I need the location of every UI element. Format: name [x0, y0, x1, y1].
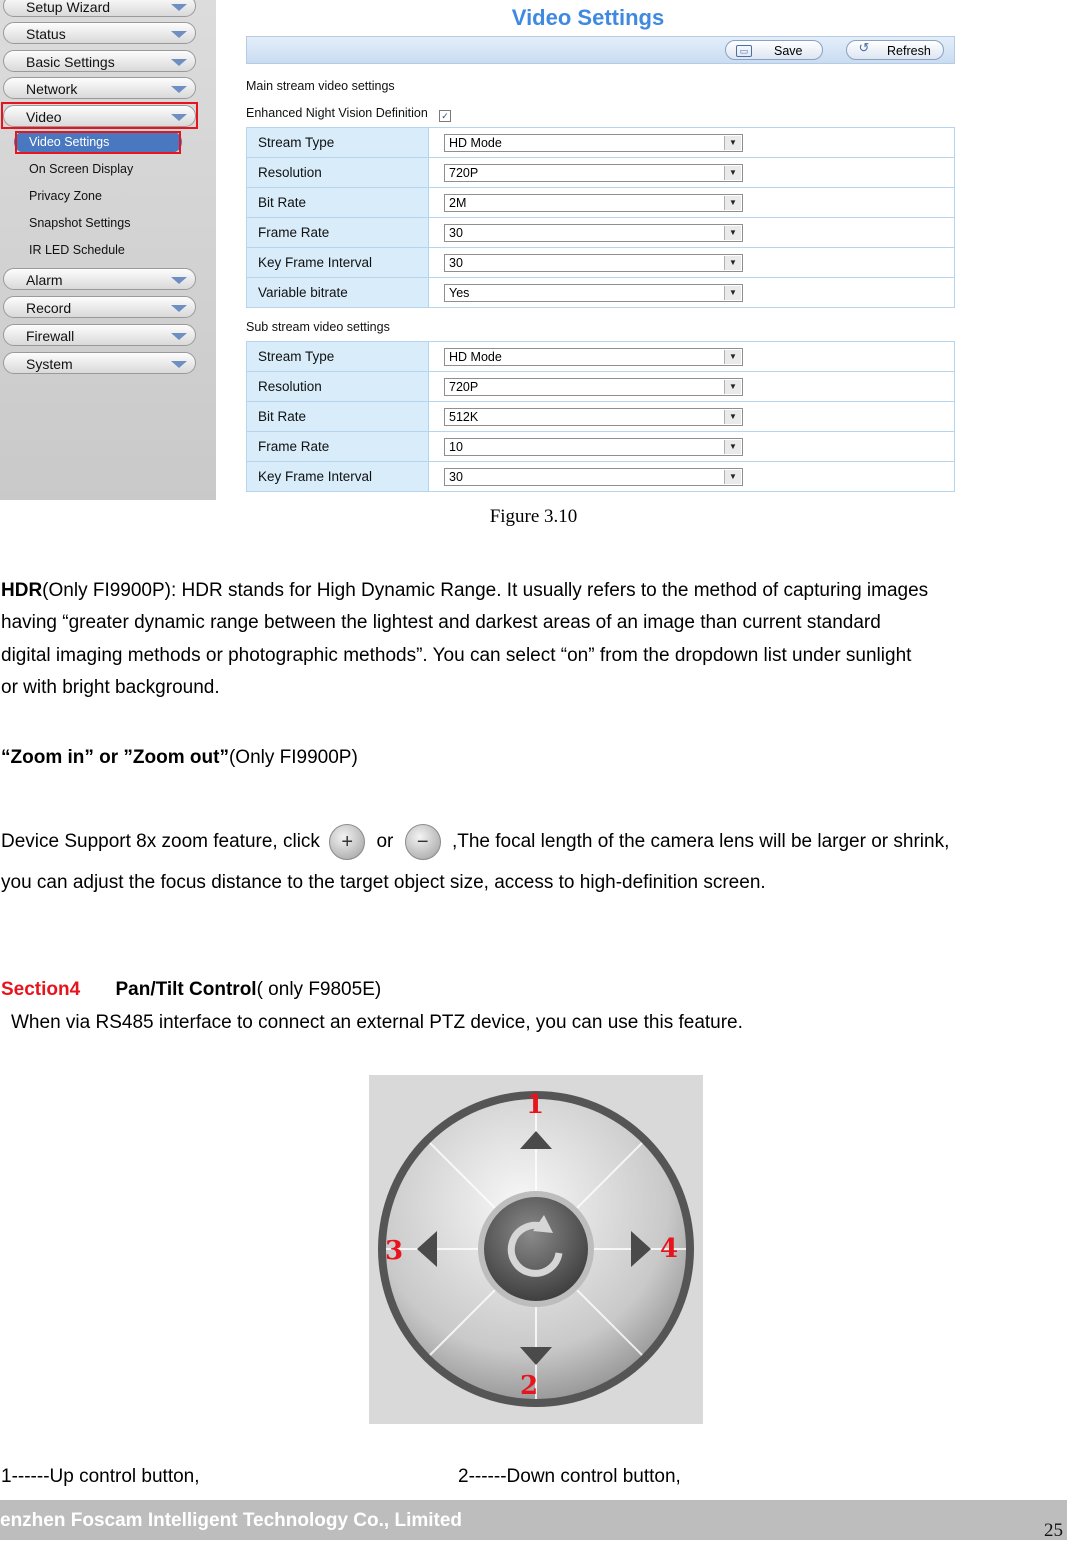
row-label: Stream Type [247, 128, 429, 158]
sub-stream-heading: Sub stream video settings [246, 320, 390, 334]
menu-alarm[interactable] [3, 268, 196, 290]
zoom-text-or: or [376, 831, 394, 852]
chevron-down-icon [171, 305, 187, 312]
row-label: Frame Rate [247, 218, 429, 248]
submenu-privacy-zone[interactable]: Privacy Zone [29, 189, 102, 203]
bit-rate-select[interactable] [444, 194, 743, 212]
row-label: Stream Type [247, 342, 429, 372]
legend-item-2: 2------Down control button, [458, 1466, 681, 1487]
hdr-paragraph-line-2: having “greater dynamic range between the lightest and darkest areas of an image than current standard [1, 612, 881, 633]
menu-label: Network [26, 81, 78, 97]
submenu-video-settings[interactable]: Video Settings [29, 135, 110, 149]
hdr-paragraph-line-3: digital imaging methods or photographic methods”. You can select “on” from the dropdown list under sunlight [1, 645, 912, 666]
video-settings-screenshot [0, 0, 958, 500]
dropdown-arrow-icon: ▼ [724, 440, 741, 454]
highlight-box [15, 131, 181, 154]
main-stream-heading: Main stream video settings [246, 79, 395, 93]
select-value: Yes [449, 285, 470, 300]
legend-item-1: 1------Up control button, [1, 1466, 200, 1487]
table-row [247, 462, 955, 492]
dropdown-arrow-icon: ▼ [724, 410, 741, 424]
sub-bit-rate-select[interactable] [444, 408, 743, 426]
table-row [247, 188, 955, 218]
refresh-button[interactable] [846, 40, 944, 60]
select-value: HD Mode [449, 349, 502, 364]
select-value: 720P [449, 379, 479, 394]
sub-resolution-select[interactable] [444, 378, 743, 396]
row-label: Resolution [247, 372, 429, 402]
dropdown-arrow-icon: ▼ [724, 350, 741, 364]
resolution-select[interactable] [444, 164, 743, 182]
table-row [247, 278, 955, 308]
sub-stream-type-select[interactable] [444, 348, 743, 366]
table-row [247, 372, 955, 402]
menu-label: Firewall [26, 328, 75, 344]
section-title-note: ( only F9805E) [256, 979, 382, 1000]
table-row [247, 248, 955, 278]
chevron-down-icon [171, 59, 187, 66]
highlight-box [1, 102, 198, 129]
save-icon: ▭ [736, 45, 752, 57]
ptz-control-graphic [369, 1075, 703, 1424]
table-row [247, 128, 955, 158]
sub-stream-table [246, 341, 955, 492]
dropdown-arrow-icon: ▼ [724, 380, 741, 394]
zoom-heading-line [1, 747, 358, 769]
menu-label: Record [26, 300, 72, 316]
zoom-out-icon: − [405, 824, 441, 860]
figure-caption: Figure 3.10 [489, 506, 578, 527]
row-label: Frame Rate [247, 432, 429, 462]
menu-system[interactable] [3, 352, 196, 374]
hdr-text: (Only FI9900P): HDR stands for High Dynamic Range. It usually refers to the method of capturing images [42, 580, 929, 601]
chevron-down-icon [171, 86, 187, 93]
chevron-down-icon [171, 333, 187, 340]
night-vision-label: Enhanced Night Vision Definition [246, 106, 428, 120]
key-frame-interval-select[interactable] [444, 254, 743, 272]
page-number: 25 [1044, 1520, 1063, 1541]
ptz-center-button[interactable] [484, 1197, 588, 1301]
section-number: Section4 [1, 979, 81, 1000]
sub-key-frame-interval-select[interactable] [444, 468, 743, 486]
dropdown-arrow-icon: ▼ [724, 286, 741, 300]
save-label: Save [774, 44, 803, 58]
menu-record[interactable] [3, 296, 196, 318]
menu-firewall[interactable] [3, 324, 196, 346]
ptz-label-up: 1 [525, 1090, 545, 1120]
chevron-down-icon [171, 31, 187, 38]
select-value: 2M [449, 195, 467, 210]
table-row [247, 432, 955, 462]
submenu-snapshot-settings[interactable]: Snapshot Settings [29, 216, 131, 230]
ptz-label-down: 2 [519, 1371, 539, 1401]
select-value: 30 [449, 255, 463, 270]
row-label: Key Frame Interval [247, 248, 429, 278]
video-settings-panel [218, 0, 958, 500]
toolbar [246, 36, 955, 64]
zoom-line-1 [1, 823, 949, 861]
menu-label: Status [26, 26, 66, 42]
sub-frame-rate-select[interactable] [444, 438, 743, 456]
menu-setup-wizard[interactable] [3, 0, 196, 17]
menu-label: Video [26, 109, 62, 125]
select-value: 512K [449, 409, 479, 424]
refresh-label: Refresh [887, 44, 931, 58]
variable-bitrate-select[interactable] [444, 284, 743, 302]
section-title: Pan/Tilt Control [115, 979, 257, 1000]
menu-label: Alarm [26, 272, 63, 288]
menu-status[interactable] [3, 22, 196, 44]
frame-rate-select[interactable] [444, 224, 743, 242]
dropdown-arrow-icon: ▼ [724, 166, 741, 180]
section4-heading [1, 979, 381, 1001]
ptz-label-left: 3 [384, 1236, 404, 1266]
hdr-paragraph-line-4: or with bright background. [1, 677, 220, 698]
select-value: 30 [449, 225, 463, 240]
table-row [247, 342, 955, 372]
zoom-text-b: ,The focal length of the camera lens will be larger or shrink, [451, 831, 950, 852]
chevron-down-icon [171, 361, 187, 368]
night-vision-checkbox[interactable]: ✓ [439, 110, 451, 122]
page-title: Video Settings [511, 5, 665, 30]
dropdown-arrow-icon: ▼ [724, 470, 741, 484]
stream-type-select[interactable] [444, 134, 743, 152]
row-label: Bit Rate [247, 188, 429, 218]
row-label: Variable bitrate [247, 278, 429, 308]
menu-network[interactable] [3, 77, 196, 99]
select-value: 10 [449, 439, 463, 454]
zoom-line-2: you can adjust the focus distance to the target object size, access to high-definition screen. [1, 872, 766, 893]
zoom-text-a: Device Support 8x zoom feature, click [1, 831, 320, 852]
footer-company: enzhen Foscam Intelligent Technology Co., Limited [0, 1510, 463, 1531]
table-row [247, 402, 955, 432]
chevron-down-icon [171, 277, 187, 284]
table-row [247, 158, 955, 188]
menu-label: Basic Settings [26, 54, 115, 70]
hdr-term: HDR [1, 580, 43, 601]
ptz-control-figure [369, 1075, 703, 1424]
row-label: Resolution [247, 158, 429, 188]
row-label: Bit Rate [247, 402, 429, 432]
dropdown-arrow-icon: ▼ [724, 136, 741, 150]
table-row [247, 218, 955, 248]
hdr-paragraph-line-1 [1, 580, 928, 602]
dropdown-arrow-icon: ▼ [724, 256, 741, 270]
menu-basic-settings[interactable] [3, 50, 196, 72]
refresh-icon: ↺ [858, 40, 870, 55]
zoom-in-icon: + [329, 824, 365, 860]
dropdown-arrow-icon: ▼ [724, 226, 741, 240]
zoom-heading: “Zoom in” or ”Zoom out” [1, 747, 229, 768]
select-value: 720P [449, 165, 479, 180]
submenu-on-screen-display[interactable]: On Screen Display [29, 162, 134, 176]
chevron-down-icon [171, 4, 187, 11]
page-footer [0, 1500, 1067, 1540]
select-value: 30 [449, 469, 463, 484]
menu-label: Setup Wizard [26, 0, 111, 15]
save-button[interactable] [725, 40, 823, 60]
zoom-heading-note: (Only FI9900P) [228, 747, 358, 768]
select-value: HD Mode [449, 135, 502, 150]
dropdown-arrow-icon: ▼ [724, 196, 741, 210]
submenu-ir-led-schedule[interactable]: IR LED Schedule [29, 243, 125, 257]
sidebar [0, 0, 216, 500]
ptz-label-right: 4 [659, 1234, 679, 1264]
menu-label: System [26, 356, 73, 372]
section4-body: When via RS485 interface to connect an external PTZ device, you can use this feature. [11, 1012, 743, 1033]
row-label: Key Frame Interval [247, 462, 429, 492]
main-stream-table [246, 127, 955, 308]
